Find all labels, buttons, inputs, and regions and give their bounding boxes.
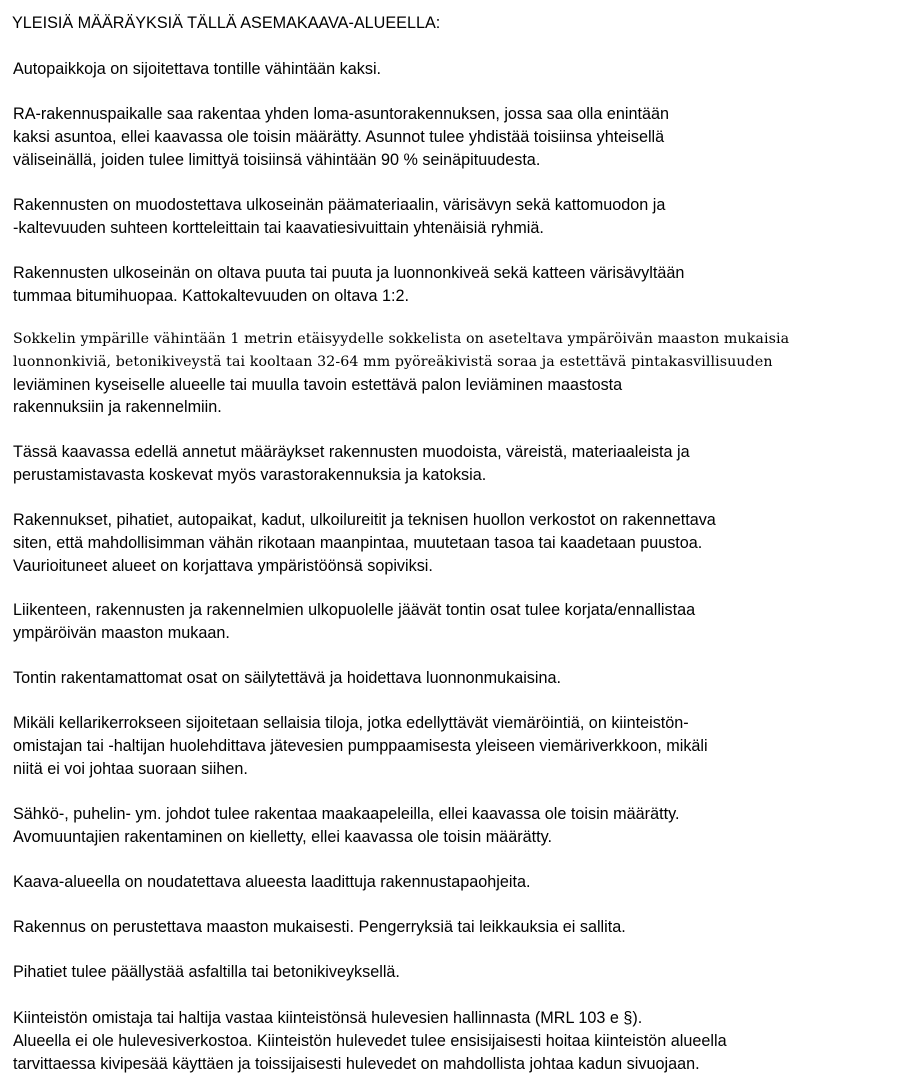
paragraph-line: Avomuuntajien rakentaminen on kielletty, ellei kaavassa ole toisin määrätty. bbox=[13, 827, 552, 846]
paragraph-line: RA-rakennuspaikalle saa rakentaa yhden loma-asuntorakennuksen, jossa saa olla enintään bbox=[13, 105, 670, 123]
paragraph-basement-sewage bbox=[13, 712, 893, 780]
paragraph-parking bbox=[13, 58, 893, 81]
paragraph-line: Vaurioituneet alueet on korjattava ympäristöönsä sopiviksi. bbox=[13, 556, 433, 575]
paragraph-line: perustamistavasta koskevat myös varastorakennuksia ja katoksia. bbox=[13, 465, 487, 484]
heading-text: YLEISIÄ MÄÄRÄYKSIÄ TÄLLÄ ASEMAKAAVA-ALUEELLA: bbox=[12, 14, 441, 32]
paragraph-line: Mikäli kellarikerrokseen sijoitetaan sellaisia tiloja, jotka edellyttävät viemäröintiä, on kiinteistön- bbox=[13, 714, 689, 732]
paragraph-line: kaksi asuntoa, ellei kaavassa ole toisin määrätty. Asunnot tulee yhdistää toisiinsa yhteisellä bbox=[13, 127, 665, 146]
paragraph-stormwater bbox=[13, 1007, 893, 1075]
paragraph-line: Rakennukset, pihatiet, autopaikat, kadut, ulkoilureitit ja teknisen huollon verkostot on rakennettava bbox=[13, 511, 716, 529]
paragraph-foundation bbox=[13, 916, 893, 939]
paragraph-line: Sähkö-, puhelin- ym. johdot tulee rakentaa maakaapeleilla, ellei kaavassa ole toisin määrätty. bbox=[13, 805, 680, 823]
paragraph-line: Rakennus on perustettava maaston mukaisesti. Pengerryksiä tai leikkauksia ei sallita. bbox=[13, 918, 626, 936]
paragraph-line: Kiinteistön omistaja tai haltija vastaa kiinteistönsä hulevesien hallinnasta (MRL 103 e §). bbox=[13, 1009, 643, 1027]
paragraph-line: Tässä kaavassa edellä annetut määräykset rakennusten muodoista, väreistä, materiaaleista ja bbox=[13, 443, 690, 461]
paragraph-line: Pihatiet tulee päällystää asfaltilla tai betonikiveyksellä. bbox=[13, 963, 400, 981]
paragraph-line: luonnonkiviä, betonikiveystä tai kooltaan 32-64 mm pyöreäkivistä soraa ja estettävä pintakasvillisuuden bbox=[13, 353, 773, 370]
paragraph-line: tummaa bitumihuopaa. Kattokaltevuuden on oltava 1:2. bbox=[13, 286, 409, 305]
paragraph-line: väliseinällä, joiden tulee limittyä toisiinsä vähintään 90 % seinäpituudesta. bbox=[13, 150, 541, 169]
paragraph-line: Kaava-alueella on noudatettava alueesta laadittuja rakennustapaohjeita. bbox=[13, 873, 531, 891]
paragraph-line: Autopaikkoja on sijoitettava tontille vähintään kaksi. bbox=[13, 60, 382, 78]
paragraph-line: Rakennusten ulkoseinän on oltava puuta tai puuta ja luonnonkiveä sekä katteen värisävyltään bbox=[13, 264, 685, 282]
serif-lines bbox=[13, 328, 893, 374]
paragraph-line: Liikenteen, rakennusten ja rakennelmien ulkopuolelle jäävät tontin osat tulee korjata/ennallistaa bbox=[13, 601, 696, 619]
paragraph-line: siten, että mahdollisimman vähän rikotaan maanpintaa, muutetaan tasoa tai kaadetaan puustoa. bbox=[13, 533, 703, 552]
paragraph-plot-restoration bbox=[13, 599, 893, 645]
paragraph-line: ympäröivän maaston mukaan. bbox=[13, 623, 230, 642]
paragraph-wall-materials bbox=[13, 262, 893, 308]
paragraph-storage-buildings bbox=[13, 441, 893, 487]
paragraph-ra-building-site bbox=[13, 103, 893, 171]
document-heading bbox=[12, 12, 892, 35]
paragraph-construction-terrain bbox=[13, 509, 893, 577]
paragraph-building-guidelines bbox=[13, 871, 893, 894]
paragraph-underground-cables bbox=[13, 803, 893, 849]
paragraph-line: leviäminen kyseiselle alueelle tai muulla tavoin estettävä palon leviäminen maastosta bbox=[13, 375, 623, 394]
paragraph-line: Sokkelin ympärille vähintään 1 metrin etäisyydelle sokkelista on aseteltava ympäröivän maaston mukaisia bbox=[13, 331, 790, 347]
paragraph-line: Rakennusten on muodostettava ulkoseinän päämateriaalin, värisävyn sekä kattomuodon ja bbox=[13, 196, 666, 214]
paragraph-building-groups bbox=[13, 194, 893, 240]
paragraph-line: rakennuksiin ja rakennelmiin. bbox=[13, 398, 222, 417]
paragraph-line: -kaltevuuden suhteen kortteleittain tai kaavatiesivuittain yhtenäisiä ryhmiä. bbox=[13, 218, 544, 237]
paragraph-plinth-fire bbox=[13, 328, 893, 419]
paragraph-line: niitä ei voi johtaa suoraan siihen. bbox=[13, 759, 248, 778]
paragraph-line: Tontin rakentamattomat osat on säilytettävä ja hoidettava luonnonmukaisina. bbox=[13, 669, 562, 687]
paragraph-unbuilt-areas bbox=[13, 667, 893, 690]
paragraph-line: tarvittaessa kivipesää käyttäen ja toissijaisesti hulevedet on mahdollista johtaa kadun sivuojaan. bbox=[13, 1054, 700, 1073]
paragraph-line: Alueella ei ole hulevesiverkostoa. Kiinteistön hulevedet tulee ensisijaisesti hoitaa kiinteistön alueella bbox=[13, 1031, 727, 1050]
paragraph-line: omistajan tai -haltijan huolehdittava jätevesien pumppaamisesta yleiseen viemäriverkkoon, mikäli bbox=[13, 736, 708, 755]
paragraph-driveway-paving bbox=[13, 961, 893, 984]
